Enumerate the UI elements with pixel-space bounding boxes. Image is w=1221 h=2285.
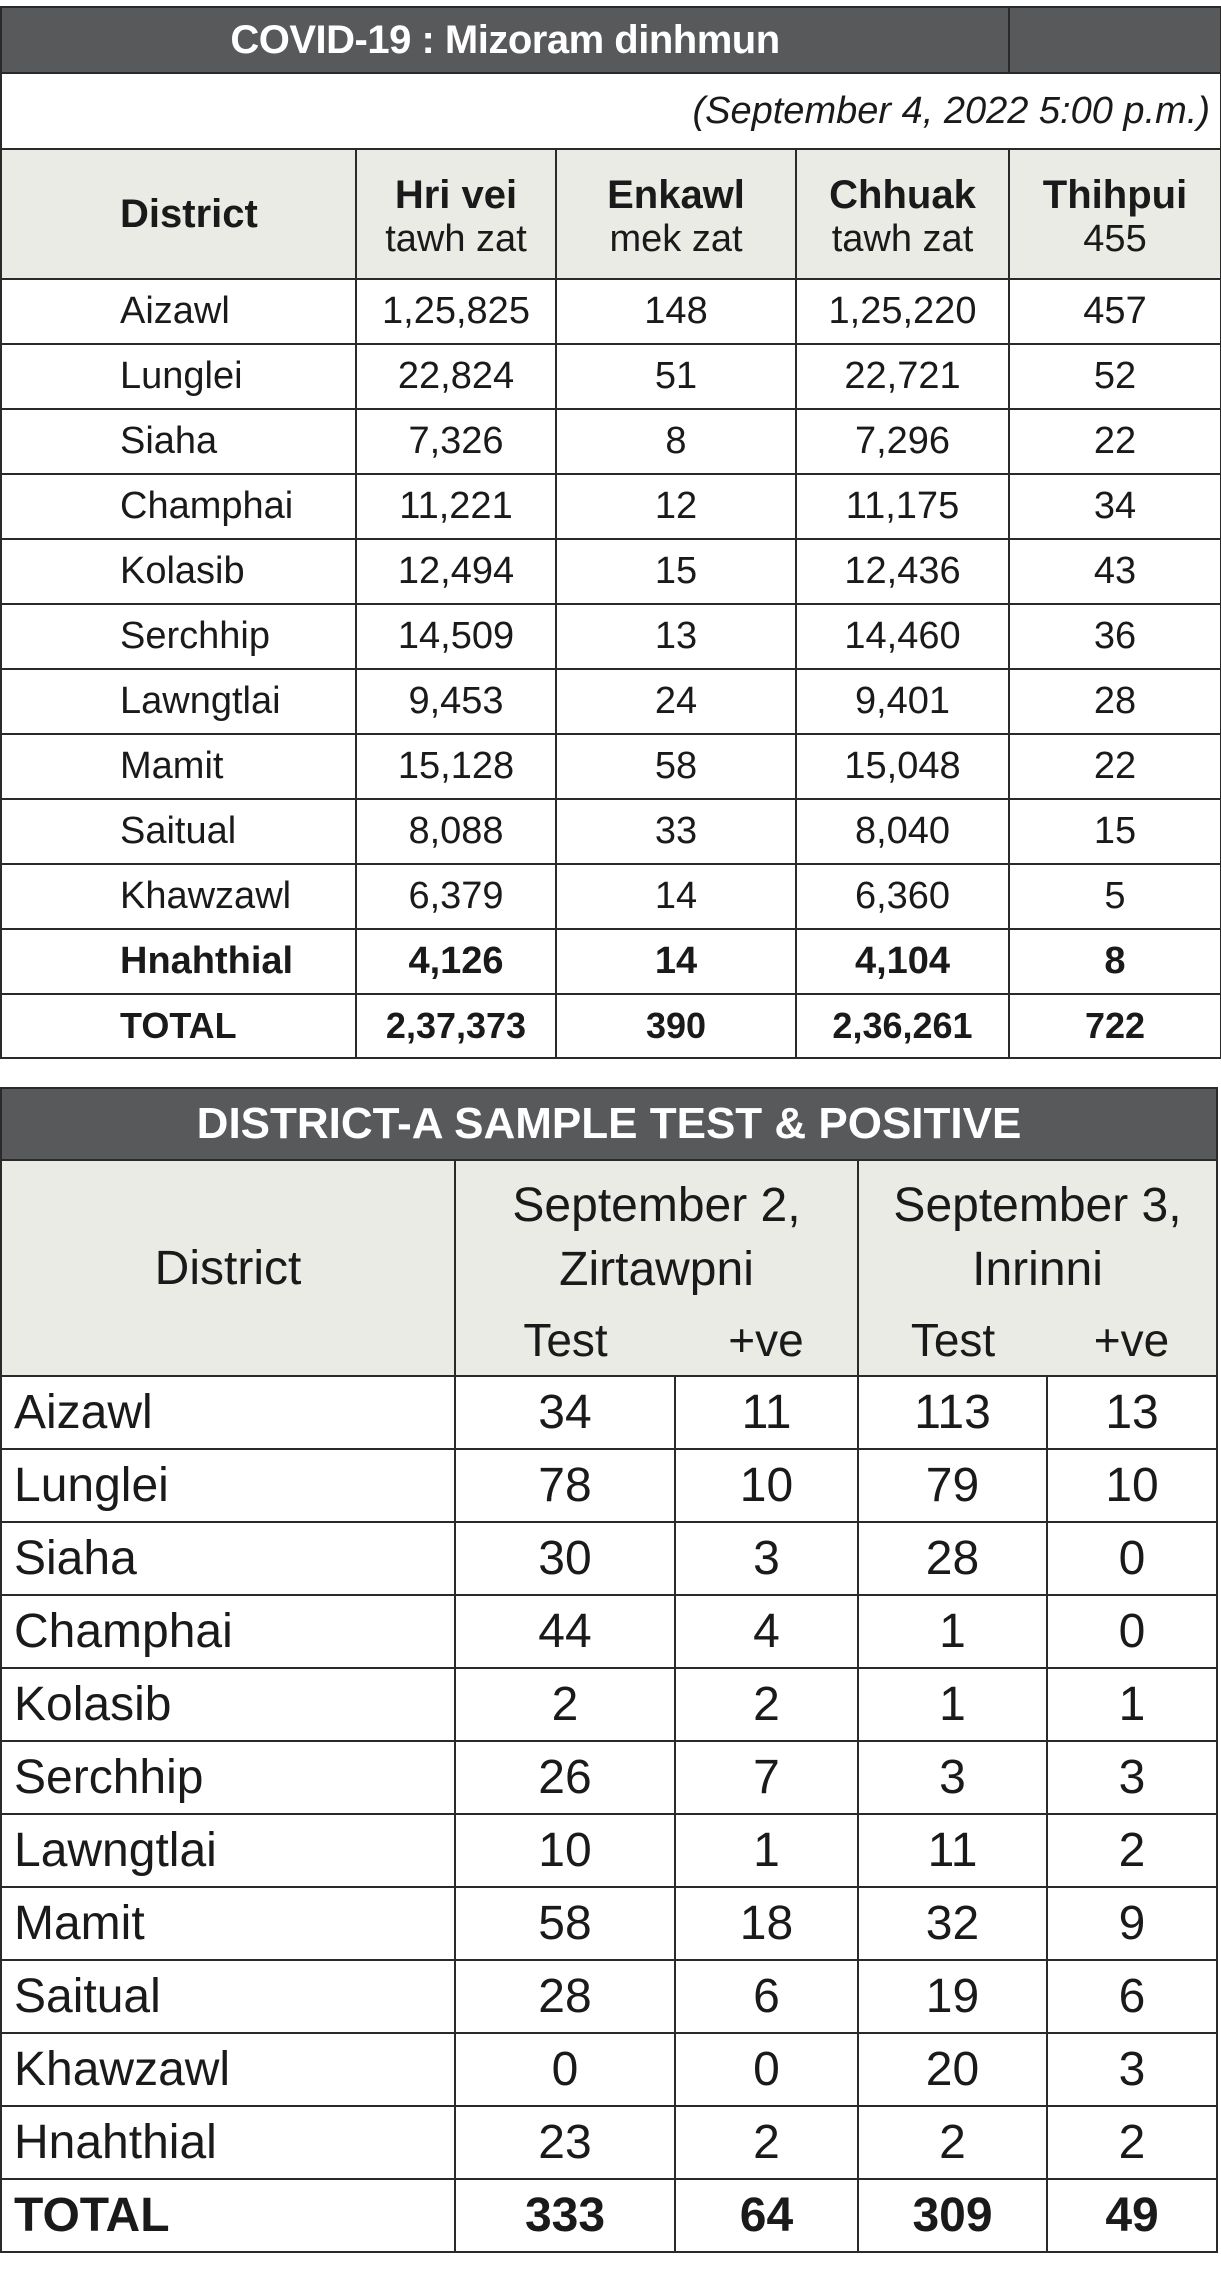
district-name: Lunglei [1, 344, 356, 409]
day1-test-value: 23 [455, 2106, 675, 2179]
district-name: Saitual [1, 1960, 455, 2033]
thihpui-value: 34 [1009, 474, 1221, 539]
hri-vei-value: 22,824 [356, 344, 556, 409]
total-day1-positive: 64 [675, 2179, 858, 2252]
enkawl-value: 8 [556, 409, 796, 474]
table-row [1, 539, 1221, 604]
thihpui-value: 28 [1009, 669, 1221, 734]
hri-vei-value: 15,128 [356, 734, 556, 799]
day1-positive-value: 18 [675, 1887, 858, 1960]
day2-positive-value: 1 [1047, 1668, 1217, 1741]
thihpui-value: 36 [1009, 604, 1221, 669]
day2-test-value: 79 [858, 1449, 1047, 1522]
table-row [1, 734, 1221, 799]
table2-header-district: District [1, 1160, 455, 1376]
day2-positive-value: 2 [1047, 1814, 1217, 1887]
thihpui-value: 8 [1009, 929, 1221, 994]
day2-positive-value: 3 [1047, 1741, 1217, 1814]
chhuak-value: 7,296 [796, 409, 1009, 474]
header-enkawl-sub: mek zat [556, 218, 796, 279]
district-name: Lawngtlai [1, 669, 356, 734]
chhuak-value: 1,25,220 [796, 279, 1009, 344]
total-day2-positive: 49 [1047, 2179, 1217, 2252]
header-day1-weekday: Zirtawpni [455, 1233, 858, 1305]
table-row [1, 799, 1221, 864]
day2-test-value: 32 [858, 1887, 1047, 1960]
total-enkawl: 390 [556, 994, 796, 1058]
enkawl-value: 51 [556, 344, 796, 409]
day2-test-value: 19 [858, 1960, 1047, 2033]
total-thihpui: 722 [1009, 994, 1221, 1058]
day2-positive-value: 3 [1047, 2033, 1217, 2106]
day1-positive-value: 6 [675, 1960, 858, 2033]
district-name: Mamit [1, 734, 356, 799]
header-thihpui-sub: 455 [1009, 218, 1221, 279]
district-name: Khawzawl [1, 2033, 455, 2106]
day1-positive-value: 7 [675, 1741, 858, 1814]
table-row [1, 1668, 1217, 1741]
thihpui-value: 15 [1009, 799, 1221, 864]
table1-header-district: District [1, 149, 356, 279]
thihpui-value: 52 [1009, 344, 1221, 409]
day2-positive-value: 13 [1047, 1376, 1217, 1449]
district-name: Champhai [1, 1595, 455, 1668]
day2-test-value: 1 [858, 1668, 1047, 1741]
district-name: Khawzawl [1, 864, 356, 929]
district-name: Aizawl [1, 279, 356, 344]
day1-test-value: 28 [455, 1960, 675, 2033]
header-thihpui: Thihpui [1009, 149, 1221, 218]
header-day2-test: Test [858, 1305, 1047, 1376]
day2-positive-value: 6 [1047, 1960, 1217, 2033]
enkawl-value: 14 [556, 929, 796, 994]
enkawl-value: 33 [556, 799, 796, 864]
header-enkawl: Enkawl [556, 149, 796, 218]
table-row [1, 1595, 1217, 1668]
table-row [1, 1814, 1217, 1887]
district-name: Kolasib [1, 1668, 455, 1741]
header-chhuak-sub: tawh zat [796, 218, 1009, 279]
chhuak-value: 15,048 [796, 734, 1009, 799]
day2-positive-value: 0 [1047, 1595, 1217, 1668]
district-name: Saitual [1, 799, 356, 864]
day1-test-value: 30 [455, 1522, 675, 1595]
thihpui-value: 22 [1009, 409, 1221, 474]
table-row [1, 864, 1221, 929]
day2-test-value: 11 [858, 1814, 1047, 1887]
table-row [1, 2033, 1217, 2106]
day2-positive-value: 9 [1047, 1887, 1217, 1960]
header-day1-date: September 2, [455, 1160, 858, 1233]
total-label: TOTAL [1, 2179, 455, 2252]
header-day1-positive: +ve [675, 1305, 858, 1376]
district-name: Champhai [1, 474, 356, 539]
day1-test-value: 78 [455, 1449, 675, 1522]
district-name: Hnahthial [1, 929, 356, 994]
thihpui-value: 43 [1009, 539, 1221, 604]
day1-test-value: 10 [455, 1814, 675, 1887]
district-name: Kolasib [1, 539, 356, 604]
total-chhuak: 2,36,261 [796, 994, 1009, 1058]
district-name: Siaha [1, 1522, 455, 1595]
day1-test-value: 2 [455, 1668, 675, 1741]
enkawl-value: 14 [556, 864, 796, 929]
day2-test-value: 1 [858, 1595, 1047, 1668]
day1-test-value: 44 [455, 1595, 675, 1668]
day1-test-value: 58 [455, 1887, 675, 1960]
chhuak-value: 11,175 [796, 474, 1009, 539]
district-name: Hnahthial [1, 2106, 455, 2179]
district-name: Serchhip [1, 604, 356, 669]
district-name: Lawngtlai [1, 1814, 455, 1887]
header-chhuak: Chhuak [796, 149, 1009, 218]
hri-vei-value: 11,221 [356, 474, 556, 539]
chhuak-value: 12,436 [796, 539, 1009, 604]
hri-vei-value: 9,453 [356, 669, 556, 734]
table-row [1, 344, 1221, 409]
thihpui-value: 5 [1009, 864, 1221, 929]
total-day1-test: 333 [455, 2179, 675, 2252]
day1-test-value: 26 [455, 1741, 675, 1814]
day1-positive-value: 11 [675, 1376, 858, 1449]
total-row [1, 2179, 1217, 2252]
district-name: Serchhip [1, 1741, 455, 1814]
day2-test-value: 2 [858, 2106, 1047, 2179]
district-name: Aizawl [1, 1376, 455, 1449]
table2-title: DISTRICT-A SAMPLE TEST & POSITIVE [1, 1088, 1217, 1160]
hri-vei-value: 4,126 [356, 929, 556, 994]
day1-positive-value: 10 [675, 1449, 858, 1522]
day2-positive-value: 2 [1047, 2106, 1217, 2179]
header-day2-positive: +ve [1047, 1305, 1217, 1376]
enkawl-value: 24 [556, 669, 796, 734]
table-row [1, 1522, 1217, 1595]
thihpui-value: 457 [1009, 279, 1221, 344]
total-label: TOTAL [1, 994, 356, 1058]
chhuak-value: 9,401 [796, 669, 1009, 734]
total-hri-vei: 2,37,373 [356, 994, 556, 1058]
district-name: Lunglei [1, 1449, 455, 1522]
hri-vei-value: 12,494 [356, 539, 556, 604]
total-row [1, 994, 1221, 1058]
hri-vei-value: 1,25,825 [356, 279, 556, 344]
enkawl-value: 15 [556, 539, 796, 604]
hri-vei-value: 14,509 [356, 604, 556, 669]
enkawl-value: 13 [556, 604, 796, 669]
chhuak-value: 14,460 [796, 604, 1009, 669]
header-day1-test: Test [455, 1305, 675, 1376]
day2-positive-value: 10 [1047, 1449, 1217, 1522]
table1-title: COVID-19 : Mizoram dinhmun [1, 7, 1009, 73]
day1-positive-value: 2 [675, 2106, 858, 2179]
day1-positive-value: 4 [675, 1595, 858, 1668]
table-row [1, 474, 1221, 539]
table1-title-spacer [1009, 7, 1221, 73]
total-day2-test: 309 [858, 2179, 1047, 2252]
header-day2-date: September 3, [858, 1160, 1217, 1233]
enkawl-value: 58 [556, 734, 796, 799]
table-row [1, 1741, 1217, 1814]
day1-positive-value: 3 [675, 1522, 858, 1595]
day1-positive-value: 1 [675, 1814, 858, 1887]
header-hri-vei: Hri vei [356, 149, 556, 218]
table-row [1, 1449, 1217, 1522]
table1-date: (September 4, 2022 5:00 p.m.) [1, 73, 1221, 149]
day2-test-value: 28 [858, 1522, 1047, 1595]
header-hri-vei-sub: tawh zat [356, 218, 556, 279]
sample-test-table [0, 1087, 1218, 2253]
chhuak-value: 22,721 [796, 344, 1009, 409]
table-row [1, 1960, 1217, 2033]
table-row [1, 2106, 1217, 2179]
header-day2-weekday: Inrinni [858, 1233, 1217, 1305]
district-name: Siaha [1, 409, 356, 474]
day1-positive-value: 0 [675, 2033, 858, 2106]
chhuak-value: 4,104 [796, 929, 1009, 994]
day2-test-value: 113 [858, 1376, 1047, 1449]
day1-test-value: 34 [455, 1376, 675, 1449]
day1-positive-value: 2 [675, 1668, 858, 1741]
district-name: Mamit [1, 1887, 455, 1960]
hri-vei-value: 8,088 [356, 799, 556, 864]
hri-vei-value: 6,379 [356, 864, 556, 929]
enkawl-value: 148 [556, 279, 796, 344]
table-row [1, 1887, 1217, 1960]
enkawl-value: 12 [556, 474, 796, 539]
day2-test-value: 3 [858, 1741, 1047, 1814]
table-row [1, 279, 1221, 344]
table-row [1, 929, 1221, 994]
table-row [1, 604, 1221, 669]
chhuak-value: 8,040 [796, 799, 1009, 864]
covid-status-table [0, 6, 1221, 1059]
chhuak-value: 6,360 [796, 864, 1009, 929]
day2-test-value: 20 [858, 2033, 1047, 2106]
hri-vei-value: 7,326 [356, 409, 556, 474]
table-row [1, 1376, 1217, 1449]
table-row [1, 669, 1221, 734]
day1-test-value: 0 [455, 2033, 675, 2106]
day2-positive-value: 0 [1047, 1522, 1217, 1595]
thihpui-value: 22 [1009, 734, 1221, 799]
table-row [1, 409, 1221, 474]
